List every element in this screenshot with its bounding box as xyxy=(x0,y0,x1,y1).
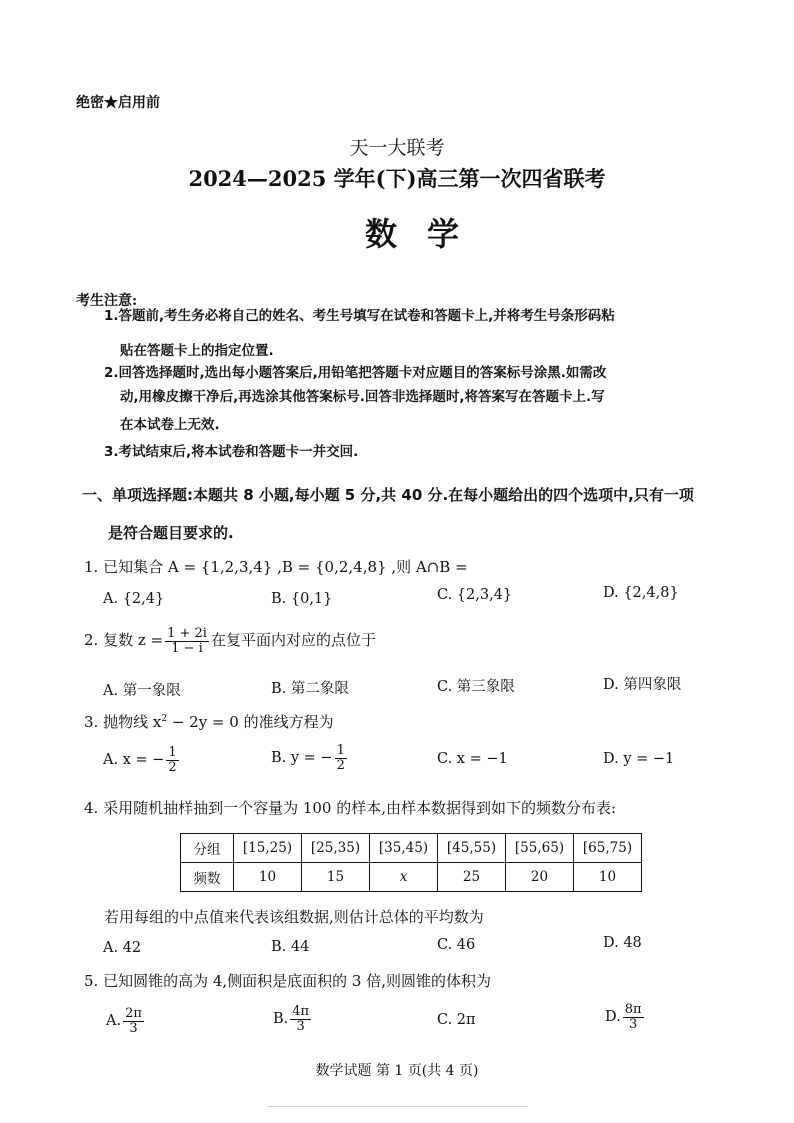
table-row xyxy=(181,863,642,892)
question-4-followup: 若用每组的中点值来代表该组数据,则估计总体的平均数为 xyxy=(104,908,484,926)
q2-option-c: C. 第三象限 xyxy=(437,679,515,695)
notice-title: 考生注意: xyxy=(76,293,138,309)
table-cell: 25 xyxy=(438,863,506,892)
q3-option-a xyxy=(103,746,181,774)
q5-b-den: 3 xyxy=(296,1018,305,1034)
q2-fraction xyxy=(165,627,209,655)
q2-denominator: 1 − i xyxy=(171,640,203,656)
question-4-stem: 4. 采用随机抽样抽到一个容量为 100 的样本,由样本数据得到如下的频数分布表: xyxy=(84,799,617,817)
q5-a-text: A. xyxy=(106,1013,122,1030)
q2-option-a: A. 第一象限 xyxy=(103,683,181,699)
table-row xyxy=(181,834,642,863)
table-cell: [45,55) xyxy=(438,834,506,863)
q5-b-fraction xyxy=(290,1005,311,1033)
question-3-stem xyxy=(84,711,334,732)
table-cell: [35,45) xyxy=(370,834,438,863)
q2-numerator: 1 + 2i xyxy=(167,626,207,641)
q3-prefix: 3. 抛物线 x xyxy=(84,713,162,731)
q3-suffix: − 2y = 0 的准线方程为 xyxy=(167,713,334,731)
q3-a-num: 1 xyxy=(168,745,177,760)
table-cell: x xyxy=(370,863,438,892)
q2-suffix: 在复平面内对应的点位于 xyxy=(210,631,376,650)
q5-option-d xyxy=(605,1003,646,1031)
section-heading-cont: 是符合题目要求的. xyxy=(108,524,234,542)
q4-option-c: C. 46 xyxy=(437,937,476,953)
q3-b-num: 1 xyxy=(336,743,345,758)
q2-option-b: B. 第二象限 xyxy=(271,681,349,697)
q5-a-den: 3 xyxy=(129,1020,138,1036)
question-2-stem xyxy=(84,627,376,655)
q5-a-fraction xyxy=(123,1007,144,1035)
q2-option-d: D. 第四象限 xyxy=(603,677,682,693)
question-1-stem: 1. 已知集合 A = {1,2,3,4} ,B = {0,2,4,8} ,则 A∩B = xyxy=(84,558,468,576)
q5-option-a xyxy=(106,1007,146,1035)
table-cell: [25,35) xyxy=(302,834,370,863)
q3-exponent: 2 xyxy=(161,714,168,724)
section-heading: 一、单项选择题:本题共 8 小题,每小题 5 分,共 40 分.在每小题给出的四个选项中,只有一项 xyxy=(82,486,694,504)
q5-a-num: 2π xyxy=(125,1006,142,1021)
q4-option-a: A. 42 xyxy=(103,940,142,956)
exam-title: 2024—2025 学年(下)高三第一次四省联考 xyxy=(188,166,606,191)
organizer-title: 天一大联考 xyxy=(349,137,445,159)
confidential-label: 绝密★启用前 xyxy=(76,95,160,111)
table-cell: 10 xyxy=(234,863,302,892)
table-cell: [65,75) xyxy=(574,834,642,863)
table-cell: 10 xyxy=(574,863,642,892)
notice-line: 贴在答题卡上的指定位置. xyxy=(120,343,274,359)
q5-d-den: 3 xyxy=(628,1016,638,1032)
q5-b-num: 4π xyxy=(292,1004,310,1019)
question-5-stem: 5. 已知圆锥的高为 4,侧面积是底面积的 3 倍,则圆锥的体积为 xyxy=(84,972,492,990)
q3-a-den: 2 xyxy=(168,759,177,775)
q3-option-d: D. y = −1 xyxy=(603,751,675,767)
q5-d-text: D. xyxy=(605,1009,621,1026)
q3-a-text: A. x = − xyxy=(103,752,165,769)
page-footer: 数学试题 第 1 页(共 4 页) xyxy=(315,1063,479,1079)
table-cell: 20 xyxy=(506,863,574,892)
q5-b-text: B. xyxy=(273,1011,289,1028)
table-cell: [15,25) xyxy=(234,834,302,863)
table-cell: [55,65) xyxy=(506,834,574,863)
q3-b-text: B. y = − xyxy=(271,750,333,767)
subject-title: 数学 xyxy=(364,215,489,253)
q4-option-b: B. 44 xyxy=(271,939,310,955)
notice-line: 2.回答选择题时,选出每小题答案后,用铅笔把答题卡对应题目的答案标号涂黑.如需改 xyxy=(104,365,607,381)
q3-option-c: C. x = −1 xyxy=(437,751,508,767)
table-cell: 15 xyxy=(302,863,370,892)
q3-option-b xyxy=(271,744,349,772)
q3-b-den: 2 xyxy=(336,757,345,773)
q1-option-d: D. {2,4,8} xyxy=(603,585,679,601)
notice-line: 3.考试结束后,将本试卷和答题卡一并交回. xyxy=(104,444,359,460)
table-row-header: 频数 xyxy=(181,863,234,892)
q1-option-b: B. {0,1} xyxy=(271,591,333,607)
q1-option-c: C. {2,3,4} xyxy=(437,587,513,603)
footer-divider xyxy=(268,1106,528,1107)
table-row-header: 分组 xyxy=(181,834,234,863)
frequency-table xyxy=(180,833,642,892)
q2-prefix: 2. 复数 z = xyxy=(84,631,164,650)
q1-option-a: A. {2,4} xyxy=(103,591,165,607)
q4-option-d: D. 48 xyxy=(603,935,642,951)
q5-d-fraction xyxy=(623,1003,644,1031)
q5-option-b xyxy=(273,1005,313,1033)
notice-line: 在本试卷上无效. xyxy=(120,417,220,433)
q3-b-fraction xyxy=(335,744,347,772)
q5-d-num: 8π xyxy=(624,1002,642,1017)
notice-line: 1.答题前,考生务必将自己的姓名、考生号填写在试卷和答题卡上,并将考生号条形码粘 xyxy=(104,308,615,324)
q5-option-c: C. 2π xyxy=(437,1012,476,1028)
notice-line: 动,用橡皮擦干净后,再选涂其他答案标号.回答非选择题时,将答案写在答题卡上.写 xyxy=(120,389,605,405)
q3-a-fraction xyxy=(166,746,178,774)
